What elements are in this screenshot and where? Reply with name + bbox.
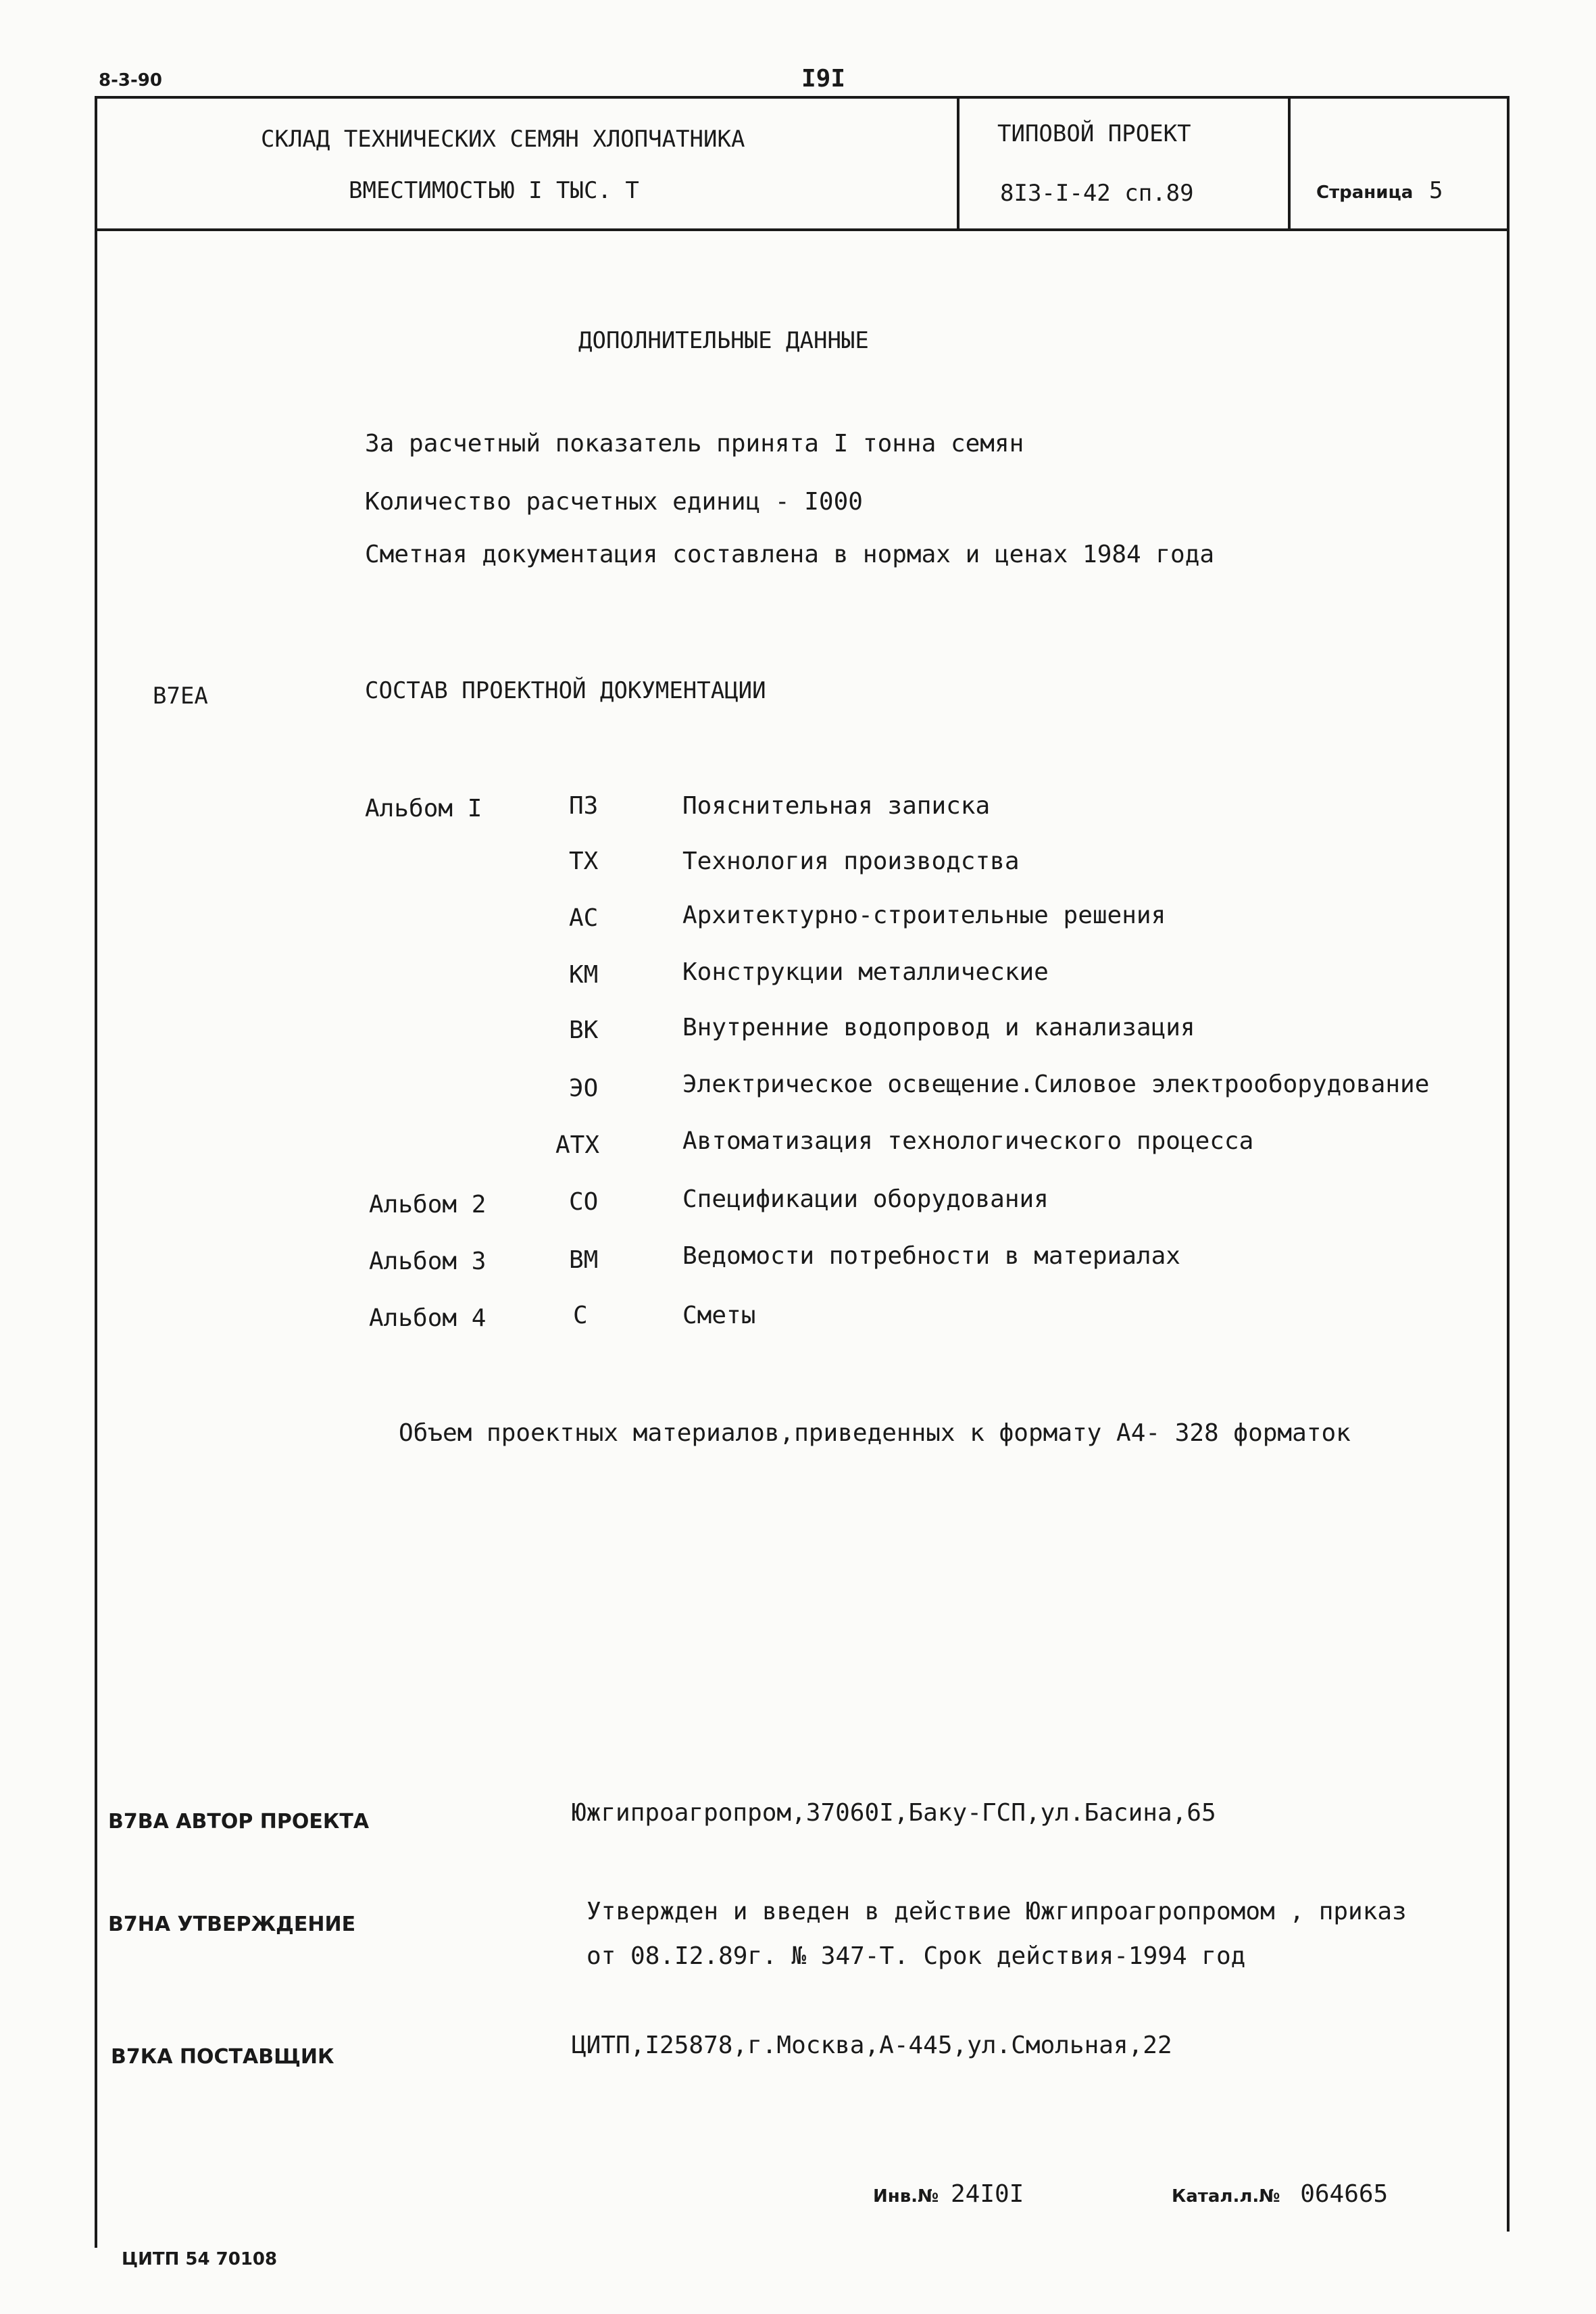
supplier-label: В7КА ПОСТАВЩИК: [111, 2045, 334, 2069]
author-label: В7ВА АВТОР ПРОЕКТА: [108, 1810, 370, 1833]
document-title: Внутренние водопровод и канализация: [682, 1014, 1195, 1041]
document-mark: ВК: [569, 1016, 599, 1044]
document-title: Спецификации оборудования: [682, 1185, 1049, 1213]
document-title: Конструкции металлические: [682, 958, 1049, 986]
album-label: Альбом 3: [369, 1248, 487, 1275]
additional-line-3: Сметная документация составлена в нормах и ценах 1984 года: [365, 541, 1215, 568]
project-type: ТИПОВОЙ ПРОЕКТ: [997, 120, 1191, 147]
document-date: 8-3-90: [99, 70, 162, 91]
page-indicator: [1316, 177, 1443, 204]
inventory-label: Инв.№: [873, 2186, 939, 2207]
project-code: 8I3-I-42 сп.89: [1000, 180, 1194, 207]
document-title: Электрическое освещение.Силовое электрооборудование: [682, 1070, 1430, 1098]
project-title-line1: СКЛАД ТЕХНИЧЕСКИХ СЕМЯН ХЛОПЧАТНИКА: [261, 126, 745, 153]
title-block-divider: [957, 96, 959, 231]
document-title: Технология производства: [682, 847, 1020, 875]
document-mark: С: [573, 1302, 588, 1329]
album-label: Альбом 2: [369, 1191, 487, 1218]
document-title: Архитектурно-строительные решения: [682, 902, 1166, 929]
composition-code: В7ЕА: [153, 683, 208, 710]
document-mark: АС: [569, 904, 599, 932]
catalog-number: [1172, 2180, 1388, 2208]
additional-line-2: Количество расчетных единиц - I000: [365, 488, 863, 516]
album-label: Альбом 4: [369, 1304, 487, 1332]
document-title: Пояснительная записка: [682, 792, 991, 820]
approval-line-1: Утвержден и введен в действие Южгипроагропромом , приказ: [587, 1898, 1407, 1925]
inventory-number: [873, 2180, 1024, 2208]
document-mark: АТХ: [555, 1131, 600, 1159]
document-mark: ВМ: [569, 1246, 599, 1274]
document-mark: КМ: [569, 961, 599, 989]
document-title: Сметы: [682, 1302, 756, 1329]
page-label: Страница: [1316, 182, 1414, 203]
sheet-number: I9I: [801, 65, 846, 93]
project-title-line2: ВМЕСТИМОСТЬЮ I ТЫС. Т: [349, 177, 639, 204]
frame-bottom-tick: [95, 2230, 97, 2248]
materials-volume: Объем проектных материалов,приведенных к формату А4- 328 форматок: [399, 1419, 1351, 1447]
approval-label: В7НА УТВЕРЖДЕНИЕ: [108, 1913, 356, 1936]
document-mark: ТХ: [569, 847, 599, 875]
document-title: Автоматизация технологического процесса: [682, 1127, 1254, 1155]
print-mark: ЦИТП 54 70108: [122, 2249, 278, 2269]
page-number: 5: [1428, 177, 1443, 204]
title-block: [95, 96, 1510, 231]
document-mark: ЭО: [569, 1075, 599, 1102]
approval-line-2: от 08.I2.89г. № 347-Т. Срок действия-1994 год: [587, 1942, 1246, 1970]
title-block-divider: [1288, 96, 1291, 231]
supplier-value: ЦИТП,I25878,г.Москва,А-445,ул.Смольная,22: [572, 2032, 1172, 2059]
document-mark: СО: [569, 1188, 599, 1216]
album-label: Альбом I: [365, 795, 482, 822]
inventory-value: 24I0I: [950, 2180, 1024, 2208]
additional-line-1: За расчетный показатель принята I тонна семян: [365, 430, 1024, 458]
document-mark: ПЗ: [569, 792, 599, 820]
author-value: Южгипроагропром,37060I,Баку-ГСП,ул.Басина,65: [572, 1799, 1216, 1827]
composition-heading: СОСТАВ ПРОЕКТНОЙ ДОКУМЕНТАЦИИ: [365, 677, 766, 704]
document-title: Ведомости потребности в материалах: [682, 1242, 1180, 1270]
catalog-label: Катал.л.№: [1172, 2186, 1280, 2207]
additional-data-heading: ДОПОЛНИТЕЛЬНЫЕ ДАННЫЕ: [578, 327, 869, 354]
catalog-value: 064665: [1300, 2180, 1389, 2208]
